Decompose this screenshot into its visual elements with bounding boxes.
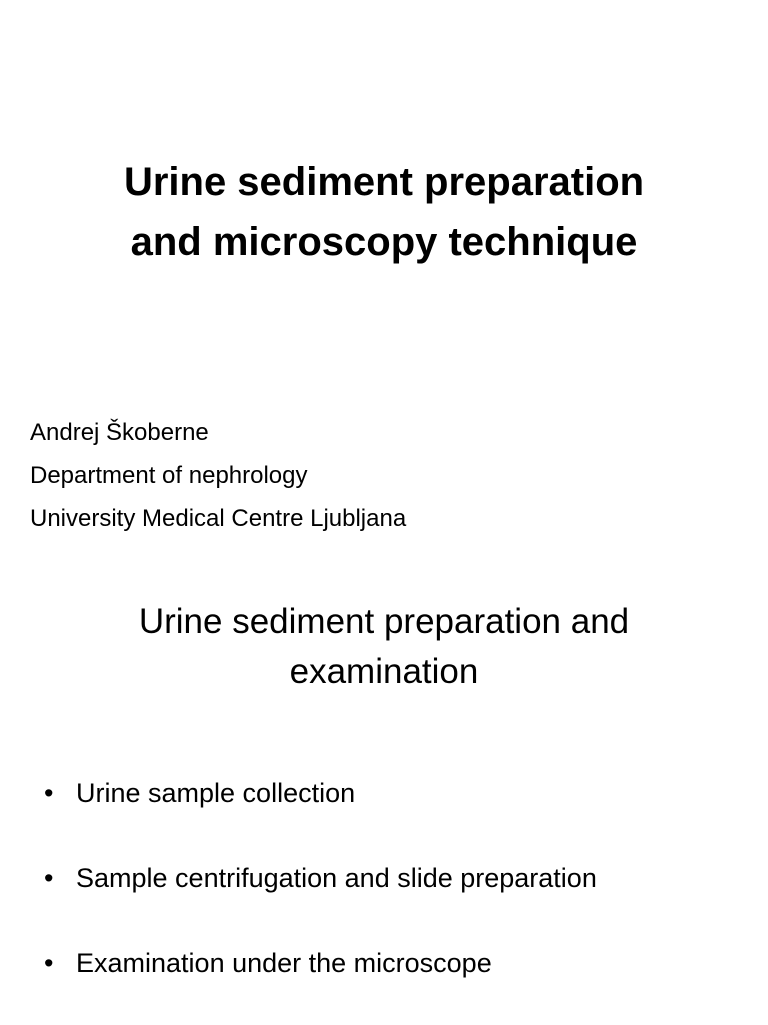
- bullet-text: Urine sample collection: [76, 778, 356, 808]
- author-department: Department of nephrology: [30, 462, 308, 489]
- author-institution: University Medical Centre Ljubljana: [30, 505, 407, 532]
- bullet-list: [44, 770, 597, 1025]
- slide-title-line-1: Urine sediment preparation: [123, 160, 645, 204]
- slide-title: [40, 152, 728, 272]
- slide-title-line-2: and microscopy technique: [130, 220, 638, 264]
- bullet-dot-icon: •: [44, 778, 54, 808]
- bullet-item: [44, 770, 597, 855]
- author-block: [30, 411, 406, 540]
- bullet-text: Sample centrifugation and slide preparation: [76, 863, 597, 893]
- bullet-text: Examination under the microscope: [76, 948, 492, 978]
- bullet-item: [44, 855, 597, 940]
- section-title-line-2: examination: [289, 652, 479, 691]
- bullet-dot-icon: •: [44, 948, 54, 978]
- author-name: Andrej Škoberne: [30, 419, 209, 446]
- section-title-line-1: Urine sediment preparation and: [138, 602, 630, 641]
- section-title: [40, 597, 728, 697]
- bullet-dot-icon: •: [44, 863, 54, 893]
- bullet-item: [44, 940, 597, 1025]
